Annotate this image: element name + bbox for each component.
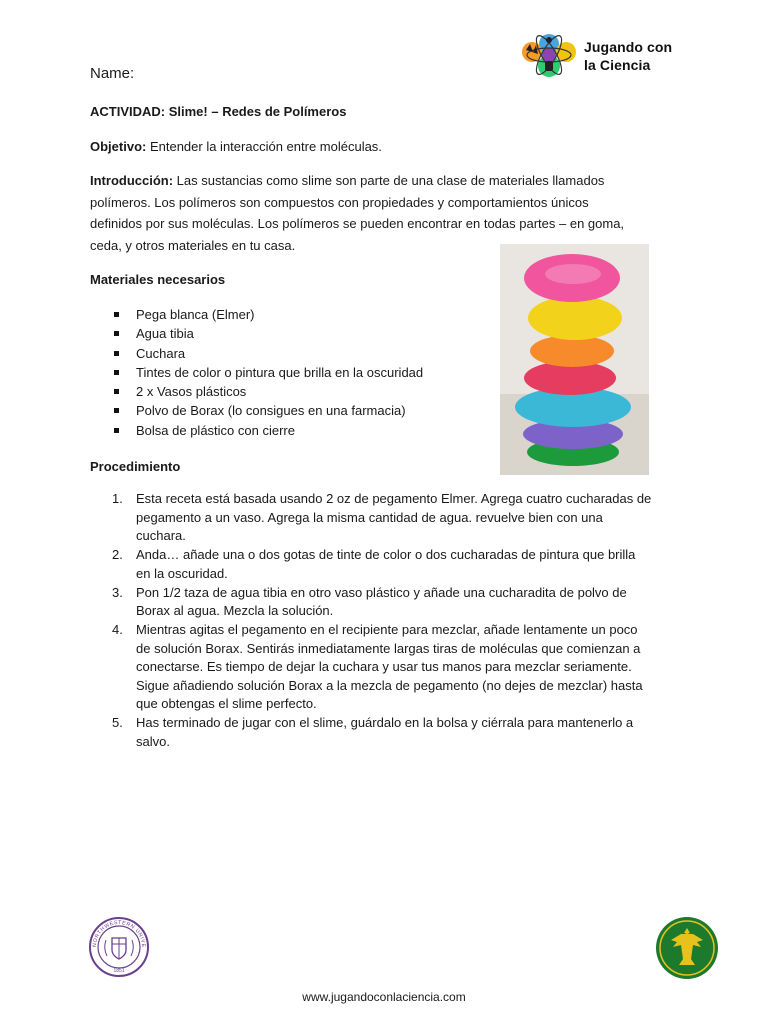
step-line: salvo. [136, 733, 170, 749]
objective-line [90, 136, 382, 158]
slime-stack-photo [500, 244, 649, 475]
step-number: 5. [112, 715, 123, 731]
list-item: Agua tibia [110, 324, 423, 343]
activity-title: Slime! – Redes de Polímeros [165, 104, 347, 119]
brand-name-line2: la Ciencia [584, 57, 651, 73]
eagle-seal-icon [655, 916, 719, 980]
list-item: 2 x Vasos plásticos [110, 382, 423, 401]
brand-logo-icon [518, 28, 582, 82]
intro-line: ceda, y otros materiales en tu casa. [90, 238, 296, 254]
seal-year: 1851 [113, 968, 125, 974]
step-line: Borax al agua. Mezcla la solución. [136, 603, 334, 619]
materials-list [110, 305, 423, 440]
brand-name [584, 38, 672, 74]
intro-line: definidos por sus moléculas. Los polímeros se pueden encontrar en todas partes – en goma, [90, 216, 625, 232]
objective-text: Entender la interacción entre moléculas. [146, 139, 382, 154]
materials-heading: Materiales necesarios [90, 272, 226, 287]
list-item: Polvo de Borax (lo consigues en una farmacia) [110, 401, 423, 420]
step-line: Has terminado de jugar con el slime, guárdalo en la bolsa y ciérrala para mantenerlo a [136, 715, 634, 731]
step-line: que obtengas el slime perfecto. [136, 696, 317, 712]
list-item: Bolsa de plástico con cierre [110, 421, 423, 440]
northwestern-seal [88, 916, 150, 983]
step-line: pegamento a un vaso. Agrega la misma cantidad de agua. revuelve bien con una [136, 509, 603, 525]
step-line: Anda… añade una o dos gotas de tinte de color o dos cucharadas de pintura que brilla [136, 547, 636, 563]
seal-text: NORTHWESTERN UNIVE [91, 919, 147, 948]
list-item [110, 621, 675, 714]
list-item: Pega blanca (Elmer) [110, 305, 423, 324]
step-line: Pon 1/2 taza de agua tibia en otro vaso plástico y añade una cucharadita de polvo de [136, 584, 627, 600]
name-label: Name: [90, 65, 135, 82]
procedure-list [110, 490, 675, 752]
intro-line [90, 170, 690, 192]
step-line: Sigue añadiendo solución Borax a la mezcla de pegamento (no dejes de mezclar) hasta [136, 677, 643, 693]
procedure-heading: Procedimiento [90, 459, 181, 474]
step-line: conectarse. Es tiempo de dejar la cuchara y usar tus manos para mezclar seriamente. [136, 659, 632, 675]
step-number: 3. [112, 584, 123, 600]
step-line: cuchara. [136, 528, 186, 544]
list-item: Tintes de color o pintura que brilla en la oscuridad [110, 363, 423, 382]
step-line: en la oscuridad. [136, 565, 228, 581]
brand-logo [518, 28, 688, 82]
list-item [110, 546, 675, 583]
intro-label: Introducción: [90, 173, 174, 188]
intro-text-0: Las sustancias como slime son parte de una clase de materiales llamados [173, 173, 605, 188]
list-item: Cuchara [110, 344, 423, 363]
step-number: 2. [112, 547, 123, 563]
objective-label: Objetivo: [90, 139, 147, 154]
step-line: Esta receta está basada usando 2 oz de pegamento Elmer. Agrega cuatro cucharadas de [136, 491, 652, 506]
intro-line: polímeros. Los polímeros son compuestos con propiedades y comportamientos únicos [90, 194, 589, 210]
step-number: 1. [112, 491, 123, 506]
step-line: Mientras agitas el pegamento en el recipiente para mezclar, añade lentamente un poco [136, 622, 638, 638]
brand-name-line1: Jugando con [584, 39, 673, 55]
list-item [110, 490, 675, 546]
list-item [110, 584, 675, 621]
activity-line [90, 101, 346, 123]
step-number: 4. [112, 622, 123, 638]
step-line: de solución Borax. Sentirás inmediatamente largas tiras de moléculas que comienzan a [136, 640, 641, 656]
list-item [110, 714, 675, 751]
footer-url: www.jugandoconlaciencia.com [302, 990, 466, 1004]
activity-label: ACTIVIDAD: [90, 104, 166, 119]
northwestern-seal-icon [88, 916, 150, 978]
eagle-seal [655, 916, 719, 985]
